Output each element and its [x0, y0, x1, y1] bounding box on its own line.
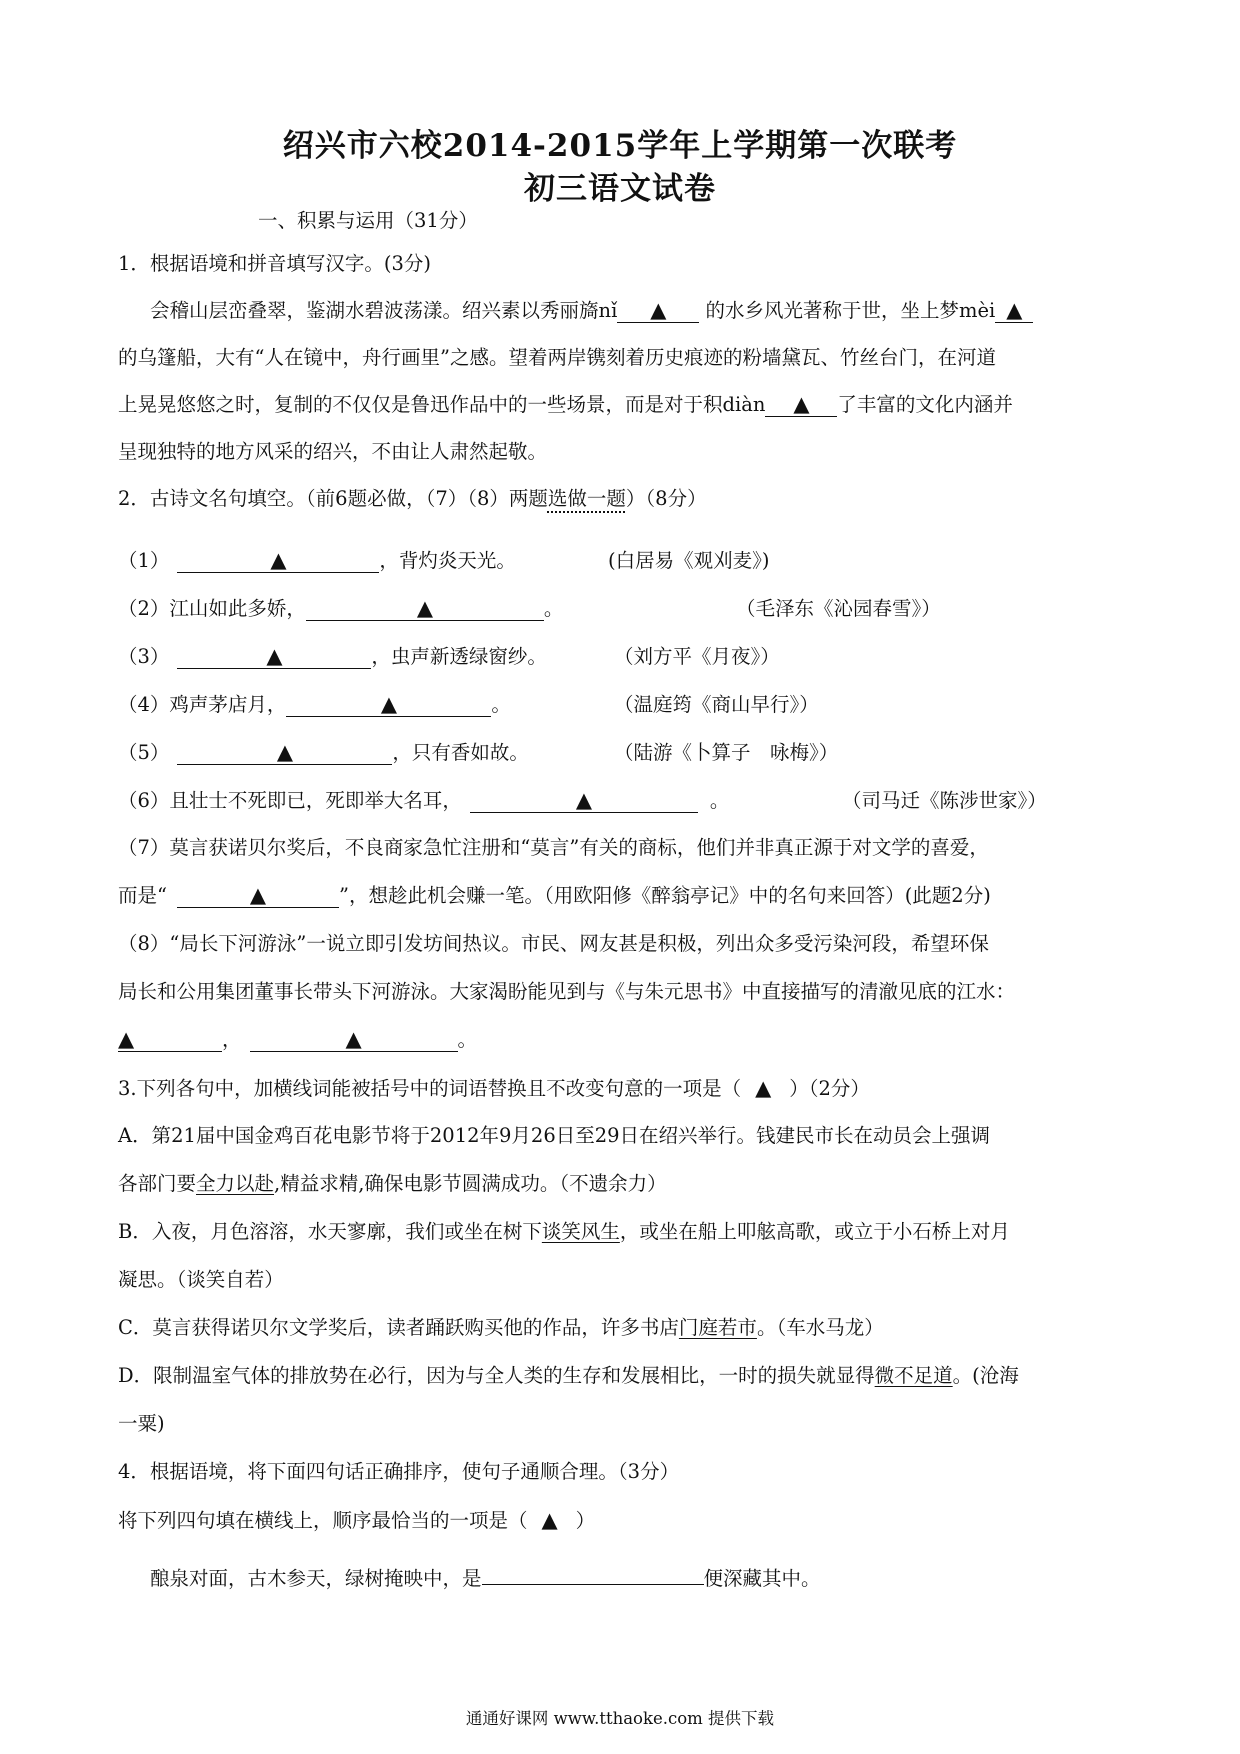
- q4-line2: 将下列四句填在横线上，顺序最恰当的一项是（ ▲ ）: [118, 1508, 596, 1532]
- q3-option-d-line1: D．限制温室气体的排放势在必行，因为与全人类的生存和发展相比，一时的损失就显得微不足道。(沧海: [118, 1364, 1019, 1387]
- answer-blank[interactable]: [306, 597, 544, 621]
- q1-line1: 会稽山层峦叠翠，鉴湖水碧波荡漾。绍兴素以秀丽旖nǐ ▲ 的水乡风光著称于世，坐上梦mèi ▲: [150, 297, 1033, 325]
- triangle-icon: ▲: [345, 1027, 362, 1051]
- answer-blank[interactable]: [617, 299, 699, 323]
- q2-item-7-line2: 而是“ ▲ ”，想趁此机会赚一笔。（用欧阳修《醉翁亭记》中的名句来回答）(此题2分): [118, 883, 991, 907]
- source-note: （毛泽东《沁园春雪》）: [736, 597, 941, 620]
- triangle-icon: ▲: [541, 1508, 558, 1532]
- triangle-icon: ▲: [266, 644, 283, 668]
- answer-blank[interactable]: [286, 693, 491, 717]
- source-note: （司马迁《陈涉世家》）: [842, 789, 1047, 812]
- answer-blank[interactable]: [177, 645, 371, 669]
- triangle-icon: ▲: [270, 548, 287, 572]
- answer-blank[interactable]: [177, 884, 339, 908]
- answer-blank[interactable]: [470, 789, 698, 813]
- q2-item-8-line2: 局长和公用集团董事长带头下河游泳。大家渴盼能见到与《与朱元思书》中直接描写的清澈见底的江水：: [118, 980, 1016, 1003]
- q2-item-5: （5） ▲ ，只有香如故。: [118, 740, 529, 764]
- q3-option-b-line2: 凝思。（谈笑自若）: [118, 1268, 284, 1291]
- q2-item-4: （4）鸡声茅店月， ▲ 。: [118, 692, 511, 716]
- q3-option-a-line2: 各部门要全力以赴,精益求精,确保电影节圆满成功。（不遗余力）: [118, 1172, 667, 1195]
- q3-option-c: C．莫言获得诺贝尔文学奖后，读者踊跃购买他的作品，许多书店门庭若市。（车水马龙）: [118, 1316, 884, 1339]
- q3-option-a-line1: A．第21届中国金鸡百花电影节将于2012年9月26日至29日在绍兴举行。钱建民市长在动员会上强调: [118, 1124, 991, 1147]
- source-note: （温庭筠《商山早行》）: [614, 693, 819, 716]
- answer-blank[interactable]: [118, 1028, 222, 1052]
- exam-subtitle: 初三语文试卷: [524, 171, 716, 207]
- source-note: (白居易《观刈麦》): [608, 549, 770, 572]
- q1-line2: 的乌篷船，大有“人在镜中，舟行画里”之感。望着两岸镌刻着历史痕迹的粉墙黛瓦、竹丝台门，在河道: [118, 346, 996, 369]
- answer-blank[interactable]: [177, 549, 379, 573]
- q3-option-b-line1: B．入夜，月色溶溶，水天寥廓，我们或坐在树下谈笑风生，或坐在船上叩舷高歌，或立于小石桥上对月: [118, 1220, 1010, 1243]
- q2-item-7-line1: （7）莫言获诺贝尔奖后，不良商家急忙注册和“莫言”有关的商标，他们并非真正源于对文学的喜爱，: [118, 836, 989, 859]
- q2-item-2: （2）江山如此多娇， ▲ 。: [118, 596, 564, 620]
- q4-line3: 酿泉对面，古木参天，绿树掩映中，是 便深藏其中。: [150, 1567, 821, 1590]
- triangle-icon: ▲: [1006, 298, 1023, 322]
- section-heading: 一、积累与运用（31分）: [258, 209, 478, 232]
- triangle-icon: ▲: [249, 883, 267, 907]
- answer-blank[interactable]: [995, 299, 1033, 323]
- q2-stem: 2．古诗文名句填空。（前6题必做，（7）（8）两题选做一题）（8分）: [118, 487, 707, 510]
- source-note: （陆游《卜算子 咏梅》）: [614, 741, 839, 764]
- q2-item-8-line1: （8）“局长下河游泳”一说立即引发坊间热议。市民、网友甚是积极，列出众多受污染河段，希望环保: [118, 932, 989, 955]
- answer-blank[interactable]: [482, 1584, 704, 1585]
- triangle-icon: ▲: [380, 692, 397, 716]
- triangle-icon: ▲: [793, 392, 810, 416]
- q2-item-6: （6）且壮士不死即已，死即举大名耳， ▲ 。: [118, 788, 730, 812]
- exam-title: 绍兴市六校2014-2015学年上学期第一次联考: [282, 128, 958, 164]
- triangle-icon: ▲: [575, 788, 592, 812]
- source-note: （刘方平《月夜》）: [614, 645, 780, 668]
- answer-blank[interactable]: [765, 393, 837, 417]
- q2-item-3: （3） ▲ ，虫声新透绿窗纱。: [118, 644, 547, 668]
- q2-item-1: （1） ▲ ，背灼炎天光。: [118, 548, 516, 572]
- triangle-icon: ▲: [650, 298, 667, 322]
- q2-item-8-line3: ▲ ， ▲ 。: [118, 1027, 478, 1051]
- q1-stem: 1．根据语境和拼音填写汉字。(3分): [118, 252, 432, 275]
- answer-blank[interactable]: [177, 741, 392, 765]
- q3-stem: 3.下列各句中，加横线词能被括号中的词语替换且不改变句意的一项是（ ▲ ）（2分）: [118, 1076, 870, 1100]
- triangle-icon: ▲: [276, 740, 293, 764]
- q4-stem: 4．根据语境，将下面四句话正确排序，使句子通顺合理。（3分）: [118, 1460, 680, 1483]
- triangle-icon: ▲: [118, 1027, 135, 1051]
- triangle-icon: ▲: [755, 1076, 772, 1100]
- q1-line3: 上晃晃悠悠之时，复制的不仅仅是鲁迅作品中的一些场景，而是对于积diàn ▲ 了丰富的文化内涵并: [118, 392, 1013, 416]
- triangle-icon: ▲: [416, 596, 433, 620]
- answer-blank[interactable]: [250, 1028, 458, 1052]
- q3-option-d-line2: 一粟): [118, 1412, 165, 1435]
- q1-line4: 呈现独特的地方风采的绍兴，不由让人肃然起敬。: [118, 440, 548, 463]
- footer-credit: 通通好课网 www.tthaoke.com 提供下载: [465, 1709, 775, 1728]
